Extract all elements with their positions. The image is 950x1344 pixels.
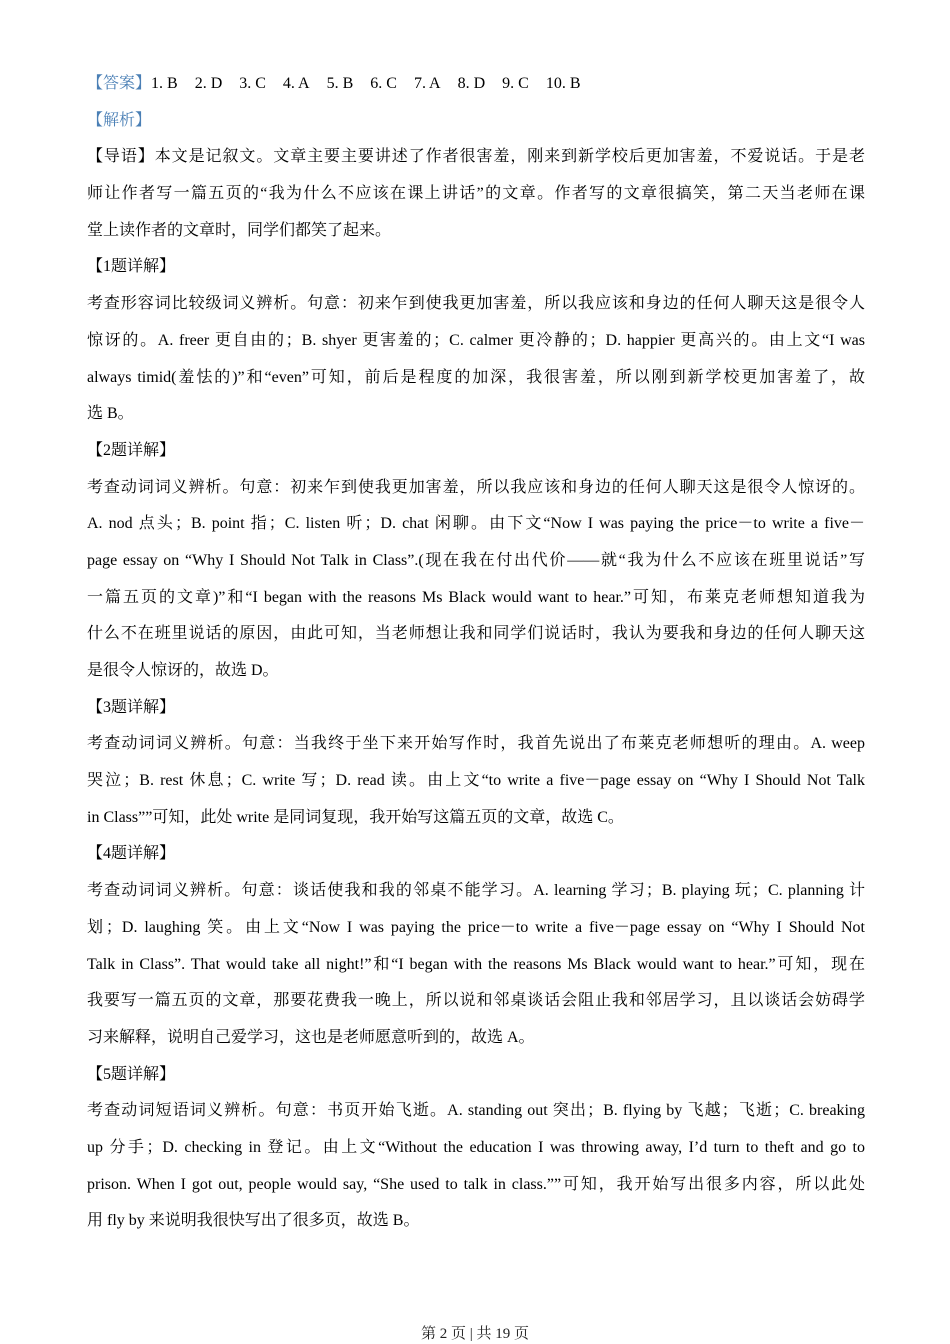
paragraph-line: 习来解释，说明自己爱学习，这也是老师愿意听到的，故选 A。 (87, 1028, 535, 1046)
paragraph-line: 考查动词词义辨析。句意：谈话使我和我的邻桌不能学习。A. learning 学习；B. playing 玩；C. planning 计 (87, 882, 865, 900)
answer-item: 6. C (370, 75, 397, 92)
detail-paragraph-5 (87, 1093, 865, 1240)
paragraph-line: 一篇五页的文章)”和“I began with the reasons Ms Black would want to hear.”可知，布莱克老师想知道我为 (87, 588, 865, 606)
answer-item: 2. D (194, 75, 223, 92)
paragraph-line: 堂上读作者的文章时，同学们都笑了起来。 (87, 221, 392, 239)
paragraph-line: always timid(羞怯的)”和“even”可知，前后是程度的加深，我很害羞，所以刚到新学校更加害羞了，故 (87, 368, 865, 386)
answer-row (87, 66, 865, 103)
answer-item: 4. A (282, 75, 310, 92)
paragraph-line: 我要写一篇五页的文章，那要花费我一晚上，所以说和邻桌谈话会阻止我和邻居学习，且以谈话会妨碍学 (87, 992, 865, 1010)
detail-paragraph-4 (87, 873, 865, 1056)
paragraph-line: 惊讶的。A. freer 更自由的；B. shyer 更害羞的；C. calmer 更冷静的；D. happier 更高兴的。由上文“I was (87, 331, 865, 349)
detail-paragraph-2 (87, 470, 865, 690)
detail-heading-5: 【5题详解】 (87, 1065, 176, 1083)
paragraph-line: 师让作者写一篇五页的“我为什么不应该在课上讲话”的文章。作者写的文章很搞笑，第二天当老师在课 (87, 185, 865, 203)
paragraph-line: 考查动词词义辨析。句意：初来乍到使我更加害羞，所以我应该和身边的任何人聊天这是很令人惊讶的。 (87, 478, 865, 496)
analysis-label: 【解析】 (87, 111, 152, 129)
paragraph-line: 【导语】本文是记叙文。文章主要主要讲述了作者很害羞，刚来到新学校后更加害羞，不爱说话。于是老 (87, 148, 865, 166)
detail-paragraph-1 (87, 286, 865, 433)
answer-item: 9. C (502, 75, 529, 92)
answer-item: 1. B (151, 75, 178, 92)
answer-item: 10. B (545, 75, 581, 92)
paragraph-line: 用 fly by 来说明我很快写出了很多页，故选 B。 (87, 1212, 420, 1230)
answer-item: 5. B (326, 75, 354, 92)
answer-label: 【答案】 (87, 75, 152, 92)
paragraph-line: 是很令人惊讶的，故选 D。 (87, 662, 279, 679)
detail-heading-3: 【3题详解】 (87, 698, 176, 716)
paragraph-line: page essay on “Why I Should Not Talk in Class”.(现在我在付出代价——就“我为什么不应该在班里说话”写 (87, 551, 865, 569)
detail-heading-2: 【2题详解】 (87, 441, 176, 459)
paragraph-line: 选 B。 (87, 405, 134, 423)
paragraph-line: 考查形容词比较级词义辨析。句意：初来乍到使我更加害羞，所以我应该和身边的任何人聊天这是很令人 (87, 295, 865, 313)
paragraph-line: 划；D. laughing 笑。由上文“Now I was paying the price－to write a five－page essay on “Why I Should Not (87, 918, 865, 936)
paragraph-line: 什么不在班里说话的原因，由此可知，当老师想让我和同学们说话时，我认为要我和身边的任何人聊天这 (87, 625, 865, 643)
detail-heading-1: 【1题详解】 (87, 258, 176, 276)
paragraph-line: A. nod 点头；B. point 指；C. listen 听；D. chat 闲聊。由下文“Now I was paying the price－to write a five－ (87, 515, 865, 533)
paragraph-line: 考查动词词义辨析。句意：当我终于坐下来开始写作时，我首先说出了布莱克老师想听的理由。A. weep (87, 735, 865, 753)
detail-paragraph-3 (87, 726, 865, 836)
paragraph-line: up 分手；D. checking in 登记。由上文“Without the education I was throwing away, I’d turn to theft and go to (87, 1138, 865, 1156)
paragraph-line: 考查动词短语词义辨析。句意：书页开始飞逝。A. standing out 突出；B. flying by 飞越；飞逝；C. breaking (87, 1102, 865, 1120)
page-footer: 第 2 页 | 共 19 页 (420, 1326, 529, 1342)
answer-item: 8. D (457, 75, 486, 92)
answer-item: 3. C (239, 75, 266, 92)
paragraph-line: prison. When I got out, people would say, “She used to talk in class.””可知，我开始写出很多内容，所以此处 (87, 1175, 865, 1193)
intro-paragraph (87, 139, 865, 249)
document-page (87, 66, 865, 1240)
paragraph-line: in Class””可知，此处 write 是同词复现，我开始写这篇五页的文章，故选 C。 (87, 808, 624, 826)
paragraph-line: Talk in Class”. That would take all night!”和“I began with the reasons Ms Black would want to hear.”可知，现在 (87, 955, 865, 973)
detail-heading-4: 【4题详解】 (87, 845, 176, 863)
paragraph-line: 哭泣；B. rest 休息；C. write 写；D. read 读。由上文“to write a five－page essay on “Why I Should Not Talk (87, 772, 865, 790)
answer-item: 7. A (413, 75, 441, 92)
